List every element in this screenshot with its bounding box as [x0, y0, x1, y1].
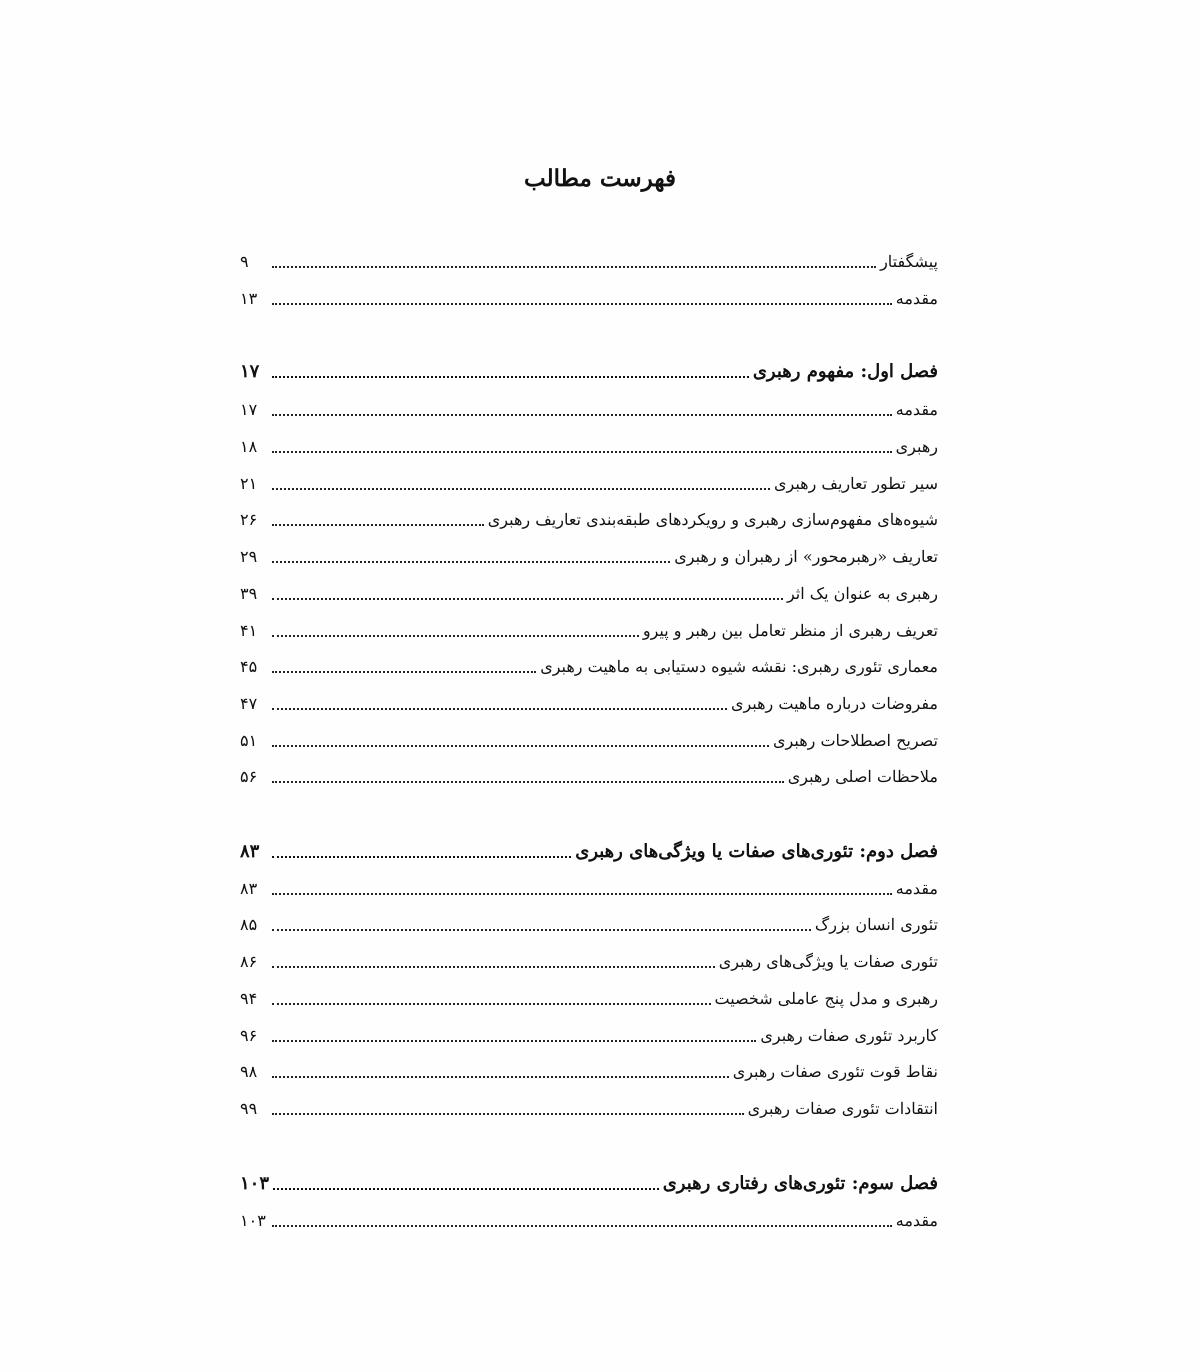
dot-leader: [272, 708, 727, 710]
page-number: ۱۰۳: [240, 1211, 266, 1230]
entry-label: انتقادات تئوری صفات رهبری: [747, 1099, 938, 1118]
entry-label: معماری تئوری رهبری: نقشه شیوه دستیابی به ماهیت رهبری: [540, 657, 938, 676]
page-number: ۸۳: [240, 879, 258, 898]
toc-entry: [240, 908, 938, 936]
chapter-entry: [240, 355, 938, 383]
page-title: فهرست مطالب: [524, 165, 676, 192]
entry-label: تعاریف «رهبرمحور» از رهبران و رهبری: [674, 547, 938, 566]
dot-leader: [273, 1188, 659, 1190]
page-number: ۸۶: [240, 952, 258, 971]
dot-leader: [272, 451, 892, 453]
dot-leader: [272, 929, 811, 931]
dot-leader: [272, 1003, 711, 1005]
entry-label: مفروضات درباره ماهیت رهبری: [730, 694, 938, 713]
dot-leader: [272, 488, 770, 490]
dot-leader: [272, 303, 892, 305]
page-number: ۱۰۳: [240, 1173, 270, 1194]
page-number: ۹۹: [240, 1099, 258, 1118]
toc-entry: [240, 540, 938, 568]
dot-leader: [272, 745, 769, 747]
entry-label: رهبری: [895, 437, 938, 456]
toc-entry: [240, 760, 938, 788]
toc-entry: [240, 393, 938, 421]
toc-entry: [240, 945, 938, 973]
entry-label: مقدمه: [895, 289, 938, 308]
page-number: ۴۷: [240, 694, 258, 713]
dot-leader: [272, 893, 892, 895]
entry-label: نقاط قوت تئوری صفات رهبری: [732, 1062, 938, 1081]
entry-label: مقدمه: [895, 879, 938, 898]
toc-entry: [240, 282, 938, 310]
dot-leader: [272, 1076, 729, 1078]
dot-leader: [272, 598, 783, 600]
entry-label: رهبری و مدل پنج عاملی شخصیت: [714, 989, 938, 1008]
entry-label: شیوه‌های مفهوم‌سازی رهبری و رویکردهای طبقه‌بندی تعاریف رهبری: [487, 510, 938, 529]
toc-entry: [240, 467, 938, 495]
toc-entry: [240, 982, 938, 1010]
toc-entry: [240, 650, 938, 678]
dot-leader: [272, 1040, 756, 1042]
dot-leader: [272, 561, 670, 563]
page-number: ۸۵: [240, 915, 258, 934]
entry-label: پیشگفتار: [880, 252, 938, 271]
toc-entry: [240, 872, 938, 900]
dot-leader: [272, 966, 715, 968]
dot-leader: [272, 856, 571, 858]
chapter-entry: [240, 1167, 938, 1195]
toc-entry: [240, 1204, 938, 1232]
entry-label: فصل اول: مفهوم رهبری: [752, 361, 938, 382]
toc-entry: [240, 724, 938, 752]
dot-leader: [272, 1225, 892, 1227]
page-number: ۳۹: [240, 584, 258, 603]
page-number: ۴۵: [240, 657, 258, 676]
page-number: ۲۱: [240, 474, 258, 493]
page-number: ۱۸: [240, 437, 258, 456]
page-number: ۲۹: [240, 547, 258, 566]
toc-entry: [240, 1092, 938, 1120]
page-number: ۱۳: [240, 289, 258, 308]
entry-label: رهبری به عنوان یک اثر: [786, 584, 938, 603]
entry-label: سیر تطور تعاریف رهبری: [773, 474, 938, 493]
page-number: ۵۶: [240, 767, 258, 786]
page-number: ۲۶: [240, 510, 258, 529]
entry-label: تعریف رهبری از منظر تعامل بین رهبر و پیرو: [642, 621, 938, 640]
page-number: ۸۳: [240, 841, 260, 862]
entry-label: مقدمه: [895, 400, 938, 419]
page-number: ۱۷: [240, 400, 258, 419]
page-number: ۵۱: [240, 731, 258, 750]
page-number: ۹۸: [240, 1062, 258, 1081]
dot-leader: [272, 635, 639, 637]
toc-entry: [240, 577, 938, 605]
toc-entry: [240, 687, 938, 715]
dot-leader: [272, 376, 749, 378]
page-number: ۹: [240, 252, 249, 271]
entry-label: تئوری انسان بزرگ: [814, 915, 938, 934]
entry-label: تصریح اصطلاحات رهبری: [773, 731, 938, 750]
toc-entry: [240, 245, 938, 273]
dot-leader: [272, 524, 484, 526]
entry-label: مقدمه: [895, 1211, 938, 1230]
page-number: ۱۷: [240, 361, 260, 382]
toc-entry: [240, 1055, 938, 1083]
entry-label: فصل دوم: تئوری‌های صفات یا ویژگی‌های رهبری: [575, 841, 938, 862]
dot-leader: [272, 781, 784, 783]
dot-leader: [272, 1113, 744, 1115]
page-number: ۹۶: [240, 1026, 258, 1045]
entry-label: کاربرد تئوری صفات رهبری: [760, 1026, 938, 1045]
dot-leader: [272, 266, 876, 268]
entry-label: تئوری صفات یا ویژگی‌های رهبری: [718, 952, 938, 971]
toc-entry: [240, 1019, 938, 1047]
page-number: ۹۴: [240, 989, 258, 1008]
toc-entry: [240, 614, 938, 642]
dot-leader: [272, 414, 892, 416]
entry-label: ملاحظات اصلی رهبری: [787, 767, 938, 786]
entry-label: فصل سوم: تئوری‌های رفتاری رهبری: [662, 1173, 938, 1194]
toc-entry: [240, 503, 938, 531]
dot-leader: [272, 671, 536, 673]
page-number: ۴۱: [240, 621, 258, 640]
chapter-entry: [240, 835, 938, 863]
toc-entry: [240, 430, 938, 458]
